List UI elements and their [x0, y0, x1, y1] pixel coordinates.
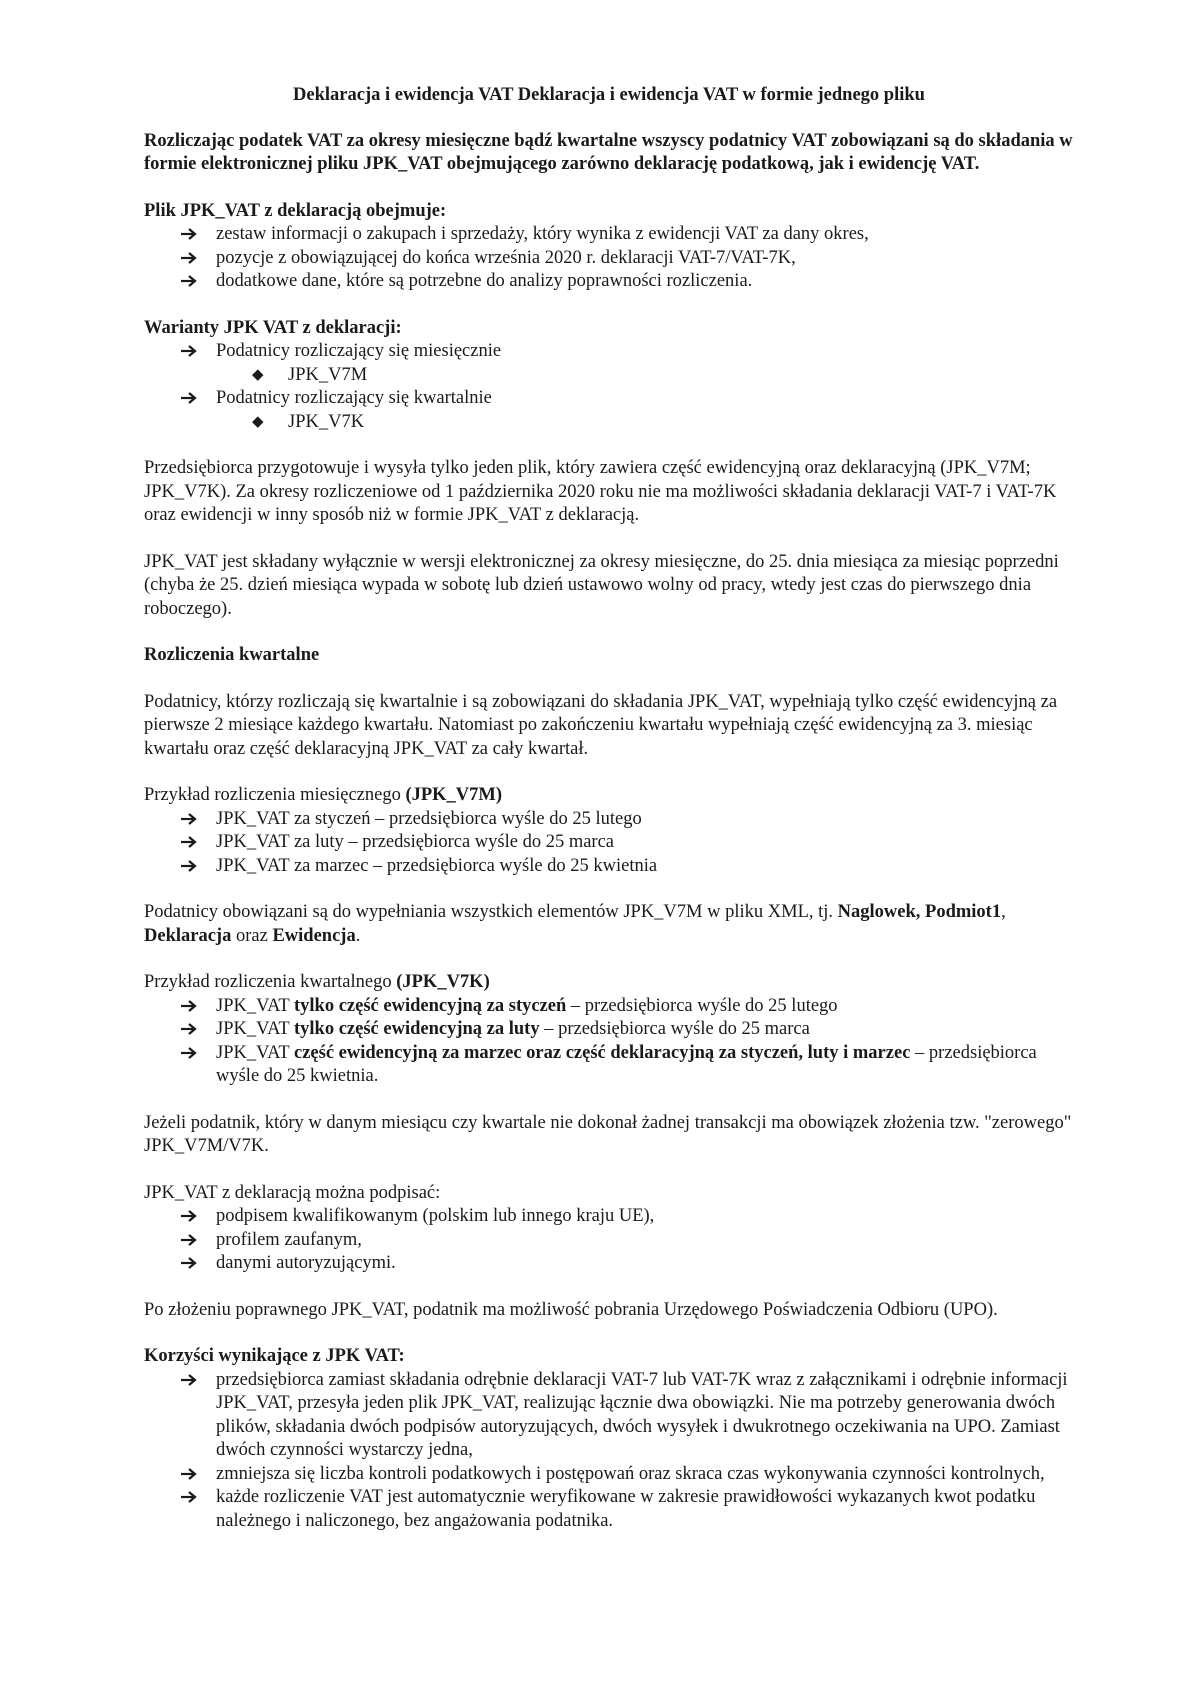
zerowy-paragraph: Jeżeli podatnik, który w danym miesiącu czy kwartale nie dokonał żadnej transakcji ma obowiązek złożenia tzw. "zerowego" JPK_V7M/V7K.: [144, 1112, 1072, 1156]
list-item: przedsiębiorca zamiast składania odrębnie deklaracji VAT-7 lub VAT-7K wraz z załącznikami i odrębnie informacji JPK_VAT, przesyła jeden plik JPK_VAT, realizując łącznie dwa obowiązki. Nie ma potrzeby generowania dwóch plików, składania dwóch podpisów autoryzujących, dwóch wysyłek i dwukrotnego oczekiwania na UPO. Zamiast dwóch czynności wystarczy jedna,: [144, 1369, 1074, 1463]
arrow-bullet-icon: [180, 1486, 204, 1510]
diamond-bullet-icon: ◆: [252, 413, 264, 430]
document-page: [144, 84, 1074, 1533]
sub-list-item: ◆ JPK_V7M: [216, 364, 1074, 388]
list-item: JPK_VAT tylko część ewidencyjną za luty – przedsiębiorca wyśle do 25 marca: [144, 1018, 1074, 1042]
monthly-example-lead: Przykład rozliczenia miesięcznego (JPK_V7M): [144, 785, 503, 805]
quarterly-example-list: [144, 995, 1074, 1089]
podpis-lead: JPK_VAT z deklaracją można podpisać:: [144, 1182, 441, 1203]
list-item: zmniejsza się liczba kontroli podatkowych i postępowań oraz skraca czas wykonywania czynności kontrolnych,: [144, 1463, 1074, 1487]
arrow-bullet-icon: [180, 1205, 204, 1229]
list-item: JPK_VAT tylko część ewidencyjną za styczeń – przedsiębiorca wyśle do 25 lutego: [144, 995, 1074, 1019]
monthly-example-list: [144, 808, 1074, 879]
kwartalne-paragraph: Podatnicy, którzy rozliczają się kwartalnie i są zobowiązani do składania JPK_VAT, wypełniają tylko część ewidencyjną za pierwsze 2 miesiące każdego kwartału. Natomiast po zakończeniu kwartału wypełniają część ewidencyjną za 3. miesiąc kwartału oraz część deklaracyjną JPK_VAT za cały kwartał.: [144, 691, 1058, 759]
arrow-bullet-icon: [180, 995, 204, 1019]
list-item: zestaw informacji o zakupach i sprzedaży, który wynika z ewidencji VAT za dany okres,: [144, 223, 1074, 247]
korzysci-list: [144, 1369, 1074, 1534]
sub-list-item: ◆ JPK_V7K: [216, 411, 1074, 435]
list-item: każde rozliczenie VAT jest automatycznie weryfikowane w zakresie prawidłowości wykazanych kwot podatku należnego i naliczonego, bez angażowania podatnika.: [144, 1486, 1074, 1533]
arrow-bullet-icon: [180, 1229, 204, 1253]
list-item: dodatkowe dane, które są potrzebne do analizy poprawności rozliczenia.: [144, 270, 1074, 294]
document-title: Deklaracja i ewidencja VAT Deklaracja i ewidencja VAT w formie jednego pliku: [293, 85, 925, 105]
korzysci-heading: Korzyści wynikające z JPK VAT:: [144, 1346, 405, 1366]
list-item: Podatnicy rozliczający się miesięcznie ◆ JPK_V7M: [144, 340, 1074, 387]
kwartalne-heading: Rozliczenia kwartalne: [144, 645, 320, 665]
arrow-bullet-icon: [180, 855, 204, 879]
arrow-bullet-icon: [180, 1369, 204, 1393]
arrow-bullet-icon: [180, 1252, 204, 1276]
arrow-bullet-icon: [180, 1018, 204, 1042]
quarterly-example-lead: Przykład rozliczenia kwartalnego (JPK_V7K): [144, 972, 490, 992]
plik-list: [144, 223, 1074, 294]
podpis-list: [144, 1205, 1074, 1276]
plik-heading: Plik JPK_VAT z deklaracją obejmuje:: [144, 200, 447, 221]
arrow-bullet-icon: [180, 340, 204, 364]
warianty-heading: Warianty JPK VAT z deklaracji:: [144, 317, 402, 338]
list-item: podpisem kwalifikowanym (polskim lub innego kraju UE),: [144, 1205, 1074, 1229]
skladany-paragraph: JPK_VAT jest składany wyłącznie w wersji elektronicznej za okresy miesięczne, do 25. dnia miesiąca za miesiąc poprzedni (chyba że 25. dzień miesiąca wypada w sobotę lub dzień ustawowo wolny od pracy, wtedy jest czas do pierwszego dnia roboczego).: [144, 551, 1059, 619]
arrow-bullet-icon: [180, 831, 204, 855]
intro-paragraph: Rozliczając podatek VAT za okresy miesięczne bądź kwartalne wszyscy podatnicy VAT zobowiązani są do składania w formie elektronicznej pliku JPK_VAT obejmującego zarówno deklarację podatkową, jak i ewidencję VAT.: [144, 130, 1073, 174]
list-item: JPK_VAT część ewidencyjną za marzec oraz część deklaracyjną za styczeń, luty i marzec – przedsiębiorca wyśle do 25 kwietnia.: [144, 1042, 1074, 1089]
list-item: profilem zaufanym,: [144, 1229, 1074, 1253]
arrow-bullet-icon: [180, 247, 204, 271]
list-item: pozycje z obowiązującej do końca września 2020 r. deklaracji VAT-7/VAT-7K,: [144, 247, 1074, 271]
arrow-bullet-icon: [180, 387, 204, 411]
arrow-bullet-icon: [180, 270, 204, 294]
list-item: JPK_VAT za luty – przedsiębiorca wyśle do 25 marca: [144, 831, 1074, 855]
warianty-sublist: [216, 411, 1074, 435]
list-item: JPK_VAT za styczeń – przedsiębiorca wyśle do 25 lutego: [144, 808, 1074, 832]
arrow-bullet-icon: [180, 1042, 204, 1066]
arrow-bullet-icon: [180, 808, 204, 832]
list-item: Podatnicy rozliczający się kwartalnie ◆ JPK_V7K: [144, 387, 1074, 434]
warianty-list: [144, 340, 1074, 434]
arrow-bullet-icon: [180, 223, 204, 247]
przedsiebiorca-paragraph: Przedsiębiorca przygotowuje i wysyła tylko jeden plik, który zawiera część ewidencyjną oraz deklaracyjną (JPK_V7M; JPK_V7K). Za okresy rozliczeniowe od 1 października 2020 roku nie ma możliwości składania deklaracji VAT-7 i VAT-7K oraz ewidencji w inny sposób niż w formie JPK_VAT z deklaracją.: [144, 458, 1057, 525]
list-item: JPK_VAT za marzec – przedsiębiorca wyśle do 25 kwietnia: [144, 855, 1074, 879]
elements-paragraph: Podatnicy obowiązani są do wypełniania wszystkich elementów JPK_V7M w pliku XML, tj. Naglowek, Podmiot1, Deklaracja oraz Ewidencja.: [144, 902, 1006, 946]
warianty-sublist: [216, 364, 1074, 388]
list-item: danymi autoryzującymi.: [144, 1252, 1074, 1276]
upo-paragraph: Po złożeniu poprawnego JPK_VAT, podatnik ma możliwość pobrania Urzędowego Poświadczenia Odbioru (UPO).: [144, 1299, 998, 1320]
diamond-bullet-icon: ◆: [252, 366, 264, 383]
arrow-bullet-icon: [180, 1463, 204, 1487]
